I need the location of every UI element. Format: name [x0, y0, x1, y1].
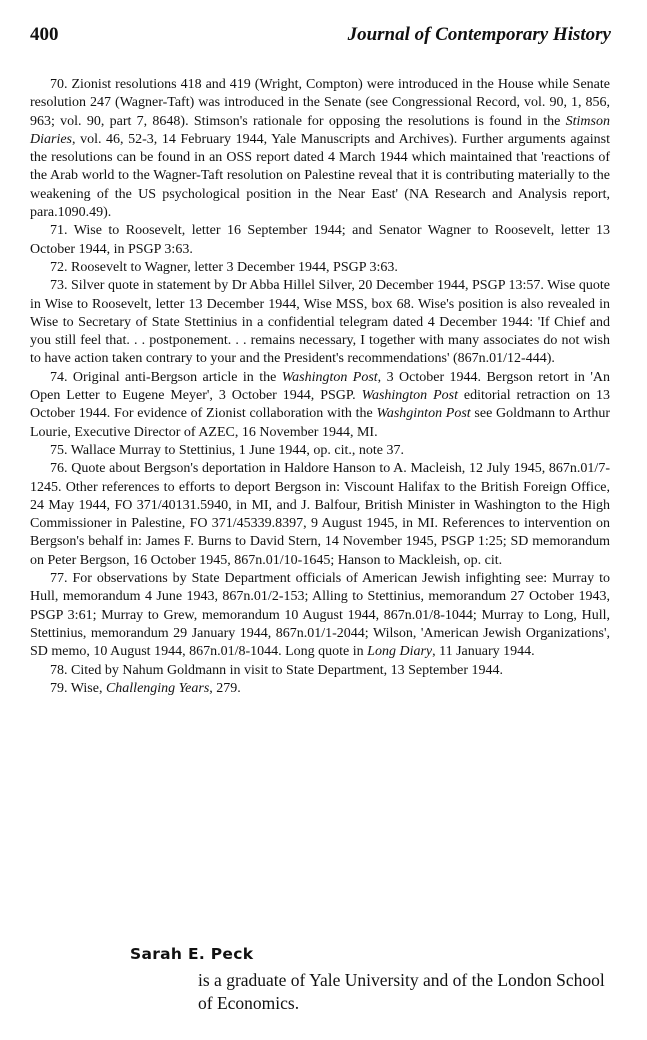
endnote	[30, 76, 610, 222]
endnote	[30, 460, 610, 570]
endnote-text: 70. Zionist resolutions 418 and 419 (Wright, Compton) were introduced in the House while Senate resolution 247 (Wagner-Taft) was introduced in the Senate (see Congressional Record, vol. 90, 1, 856, 963; vol. 90, part 7, 8648). Stimson's rationale for opposing the resolutions is found in the	[30, 77, 610, 129]
endnote-text: 71. Wise to Roosevelt, letter 16 September 1944; and Senator Wagner to Roosevelt, letter 13 October 1944, in PSGP 3:63.	[30, 223, 610, 257]
endnote	[30, 662, 610, 680]
page-number: 400	[30, 24, 59, 45]
endnote-italic-title: Washington Post	[281, 369, 378, 385]
endnote-text: 75. Wallace Murray to Stettinius, 1 June 1944, op. cit., note 37.	[50, 442, 405, 458]
endnote	[30, 442, 610, 460]
endnote-italic-title: Washginton Post	[376, 406, 471, 422]
endnote-text: , vol. 46, 52-3, 14 February 1944, Yale Manuscripts and Archives). Further arguments against the resolutions can be found in an OSS report dated 4 March 1944 which maintained that 'reactions of the Arab world to the Wagner-Taft resolution on Palestine reveal that it is contributing materially to the weakening of the US psychological position in the Near East' (NA Research and Analysis report, para.1090.49).	[30, 131, 610, 221]
endnote	[30, 222, 610, 259]
endnote	[30, 570, 610, 661]
endnote-text: 76. Quote about Bergson's deportation in Haldore Hanson to A. Macleish, 12 July 1945, 867n.01/7-1245. Other references to efforts to deport Bergson in: Viscount Halifax to the British Foreign Office, 24 May 1944, FO 371/40131.5940, in MI, and J. Balfour, British Minister in Washington to the High Commissioner in Palestine, FO 371/45339.8397, 9 August 1945, in MI. References to intervention on Bergson's behalf in: James F. Burns to David Stern, 14 November 1945, PSGP 1:25; SD memorandum on Peter Bergson, 16 October 1945, 867n.01/10-1645; Hanson to Mackleish, op. cit.	[30, 461, 610, 568]
endnote-text: 78. Cited by Nahum Goldmann in visit to State Department, 13 September 1944.	[50, 662, 503, 678]
endnote-italic-title: Long Diary	[367, 644, 433, 660]
endnote-text: see Goldmann to Arthur Lourie, Executive Director of AZEC, 16 November 1944, MI.	[30, 406, 610, 440]
endnote-italic-title: Washington Post	[361, 388, 458, 404]
endnote-text: , 3 October 1944. Bergson retort in 'An Open Letter to Eugene Meyer', 3 October 1944, PSGP.	[30, 369, 610, 404]
endnote	[30, 277, 610, 368]
endnote-text: , 11 January 1944.	[432, 644, 535, 660]
endnote-text: editorial retraction on 13 October 1944. For evidence of Zionist collaboration with the	[30, 388, 611, 422]
endnote-text: 77. For observations by State Department officials of American Jewish infighting see: Murray to Hull, memorandum 4 June 1943, 867n.01/2-153; Alling to Stettinius, memorandum 27 October 1943, PSGP 3:61; Murray to Grew, memorandum 10 August 1944, 867n.01/8-1044; Murray to Long, Hull, Stettinius, memorandum 29 January 1944, 867n.01/1-2044; Wilson, 'American Jewish Organizations', SD memo, 10 August 1944, 867n.01/8-1044. Long quote in	[30, 571, 610, 660]
endnote-text: 79. Wise,	[50, 680, 106, 696]
endnote-text: 74. Original anti-Bergson article in the	[50, 369, 282, 385]
author-name: Sarah E. Peck	[130, 945, 254, 963]
endnote-text: , 279.	[209, 680, 241, 696]
endnote-text: 72. Roosevelt to Wagner, letter 3 December 1944, PSGP 3:63.	[50, 259, 398, 275]
endnote	[30, 369, 610, 442]
endnote-text: 73. Silver quote in statement by Dr Abba Hillel Silver, 20 December 1944, PSGP 13:57. Wise quote in Wise to Roosevelt, letter 13 December 1944, Wise MSS, box 68. Wise's position is also revealed in Wise to Secretary of State Stettinius in a confidential telegram dated 4 December 1944: 'If Chief and you still feel that. . . postponement. . . remains necessary, I together with many associates do not wish to have action taken contrary to your and the President's recommendations' (867n.01/12-444).	[30, 278, 610, 367]
endnotes	[30, 76, 610, 698]
journal-title: Journal of Contemporary History	[347, 24, 611, 45]
endnote-italic-title: Challenging Years	[105, 680, 210, 696]
endnote	[30, 680, 610, 698]
author-bio: is a graduate of Yale University and of the London School of Economics.	[198, 970, 605, 1013]
endnote	[30, 259, 610, 277]
endnote-italic-title: Stimson Diaries	[30, 113, 610, 147]
